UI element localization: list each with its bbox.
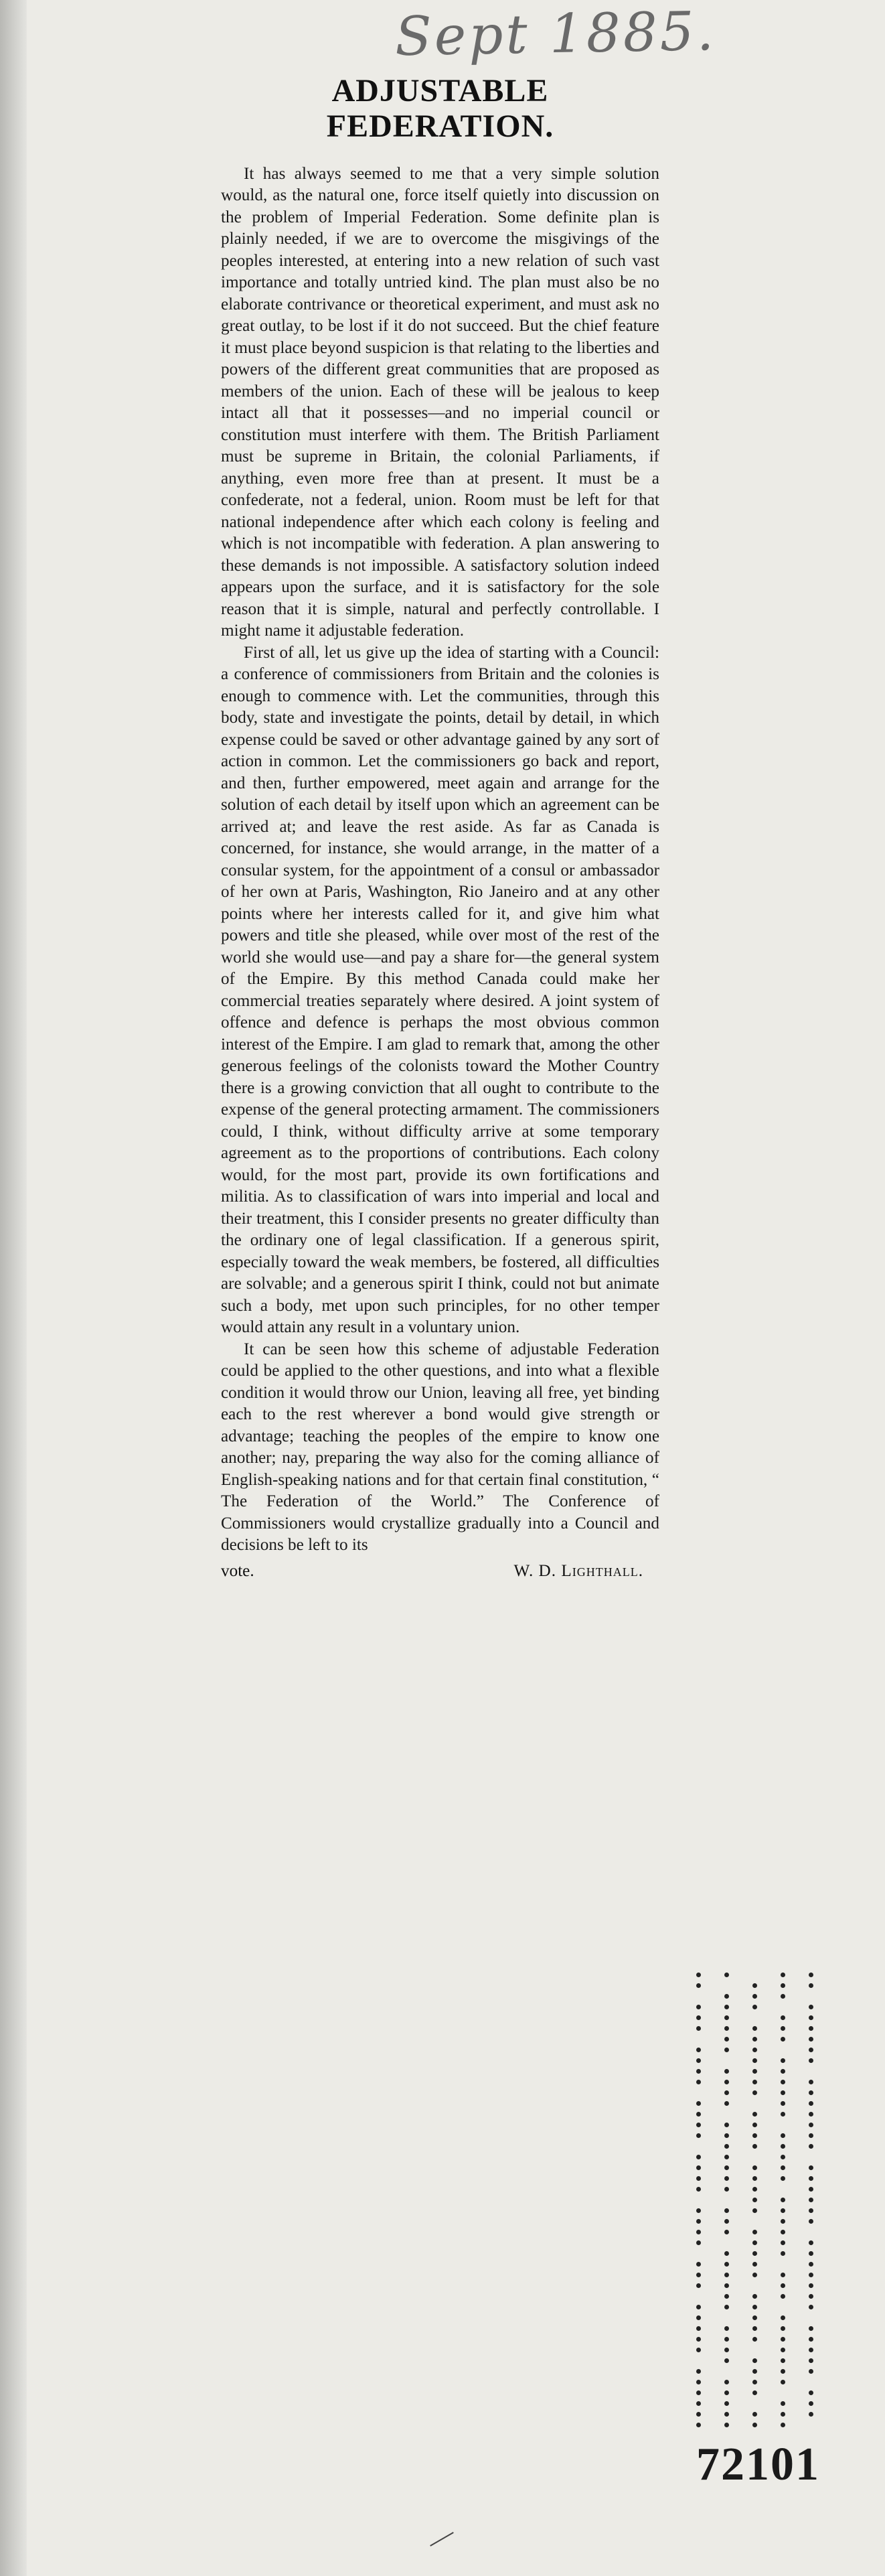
perforation-hole (724, 2165, 729, 2170)
handwritten-date: Sept 1885. (394, 0, 717, 68)
perforation-hole (752, 2048, 757, 2052)
perforation-hole (696, 2048, 701, 2052)
perforation-hole (696, 2133, 701, 2138)
perforation-hole (752, 2058, 757, 2063)
perforation-hole (724, 2283, 729, 2288)
perforation-hole (724, 2133, 729, 2138)
perforation-hole (809, 2187, 813, 2192)
perforation-hole (724, 2090, 729, 2095)
perforation-hole (696, 2187, 701, 2192)
perforation-hole (724, 2015, 729, 2020)
perforation-hole (781, 2058, 785, 2063)
perforation-hole (696, 2069, 701, 2074)
perforation-hole (724, 2380, 729, 2384)
perforation-hole (752, 2187, 757, 2192)
perforation-hole (752, 2358, 757, 2363)
perforation-hole (724, 2305, 729, 2309)
perforation-hole (696, 2412, 701, 2417)
perforation-hole (809, 2401, 813, 2406)
perforation-hole (724, 2026, 729, 2031)
article-title: ADJUSTABLE FEDERATION. (326, 73, 554, 144)
perforation-hole (809, 2005, 813, 2009)
perforation-hole (696, 2026, 701, 2031)
perforation-hole (696, 2230, 701, 2234)
perforation-hole (752, 2262, 757, 2267)
perforation-hole (809, 2208, 813, 2213)
perforation-hole (809, 2165, 813, 2170)
perforation-hole (724, 2187, 729, 2192)
perforation-hole (752, 2337, 757, 2342)
perforation-hole (809, 2198, 813, 2202)
perforation-hole (809, 2369, 813, 2374)
perforation-hole (696, 1983, 701, 1988)
perforation-hole (781, 2144, 785, 2149)
perforation-hole (696, 2283, 701, 2288)
perforation-hole (696, 2155, 701, 2159)
perforation-hole (724, 2412, 729, 2417)
perforation-hole (781, 2155, 785, 2159)
perforation-hole (696, 2219, 701, 2224)
perforation-hole (696, 2337, 701, 2342)
perforation-hole (781, 2315, 785, 2320)
perforation-hole (752, 2273, 757, 2277)
perforation-hole (724, 2337, 729, 2342)
perforation-hole (809, 2294, 813, 2299)
perforation-hole (752, 1983, 757, 1988)
perforation-hole (724, 2080, 729, 2084)
perforation-hole (781, 2080, 785, 2084)
perforation-hole (781, 2337, 785, 2342)
perforation-hole (809, 2048, 813, 2052)
perforation-hole (696, 2015, 701, 2020)
perforation-hole (781, 2069, 785, 2074)
perforation-hole (809, 2015, 813, 2020)
perforation-hole (809, 2101, 813, 2106)
perforation-hole (752, 2005, 757, 2009)
perforation-hole (809, 2219, 813, 2224)
perforation-hole (781, 2326, 785, 2331)
perforation-hole (724, 2144, 729, 2149)
perforation-column (696, 1973, 722, 2433)
perforation-hole (696, 2273, 701, 2277)
perforation-hole (752, 2123, 757, 2127)
closing-word: vote. (221, 1561, 254, 1580)
perforation-hole (781, 1994, 785, 1999)
perforation-hole (752, 2037, 757, 2042)
perforation-hole (781, 2294, 785, 2299)
author-signature: W. D. Lighthall. (513, 1561, 643, 1580)
perforation-hole (724, 2219, 729, 2224)
perforation-hole (781, 2176, 785, 2181)
perforation-hole (724, 2048, 729, 2052)
perforation-hole (696, 2315, 701, 2320)
perforation-hole (809, 2090, 813, 2095)
perforation-hole (752, 2080, 757, 2084)
perforation-hole (696, 2401, 701, 2406)
perforation-hole (781, 1983, 785, 1988)
perforation-hole (809, 1983, 813, 1988)
perforation-hole (696, 2369, 701, 2374)
perforation-hole (781, 2240, 785, 2245)
perforation-hole (809, 2262, 813, 2267)
perforation-hole (809, 2144, 813, 2149)
perforation-hole (781, 2273, 785, 2277)
perforation-hole (781, 2412, 785, 2417)
perforation-hole (781, 2208, 785, 2213)
perforation-hole (752, 2423, 757, 2427)
perforation-hole (781, 2358, 785, 2363)
perforation-hole (809, 2390, 813, 2395)
perforation-hole (809, 2326, 813, 2331)
perforation-hole (752, 2412, 757, 2417)
perforation-hole (781, 2348, 785, 2352)
perforation-hole (724, 2294, 729, 2299)
perforation-hole (752, 2133, 757, 2138)
perforation-hole (696, 2123, 701, 2127)
perforation-hole (781, 2101, 785, 2106)
perforation-hole (809, 2337, 813, 2342)
perforation-hole (724, 2390, 729, 2395)
newspaper-clipping (221, 74, 659, 1582)
perforation-hole (809, 2080, 813, 2084)
perforation-column (752, 1973, 778, 2433)
article-paragraph-3: It can be seen how this scheme of adjustable Federation could be applied to the other questions, and into what a flexible condition it would throw our Union, leaving all free, yet binding each to the rest wherever a bond would give strength or advantage; teaching the peoples of the empire to know one another; nay, preparing the way also for the coming alliance of English-speaking nations and for that certain final constitution, “ The Federation of the World.” The Conference of Commissioners would crystallize gradually into a Council and decisions be left to its (221, 1340, 659, 1555)
call-number: 72101 (696, 2439, 820, 2490)
perforation-hole (696, 2423, 701, 2427)
perforation-hole (809, 2412, 813, 2417)
perforation-hole (696, 2176, 701, 2181)
perforation-hole (724, 2358, 729, 2363)
perforation-hole (752, 2165, 757, 2170)
perforation-hole (696, 2080, 701, 2084)
perforation-hole (781, 2230, 785, 2234)
perforation-hole (696, 2240, 701, 2245)
perforation-hole (696, 2058, 701, 2063)
perforation-hole (781, 2015, 785, 2020)
perforation-hole (696, 2390, 701, 2395)
perforation-hole (809, 2358, 813, 2363)
perforation-hole (724, 2176, 729, 2181)
perforation-hole (696, 2326, 701, 2331)
perforation-hole (752, 2369, 757, 2374)
perforation-hole (781, 2198, 785, 2202)
perforation-hole (752, 2144, 757, 2149)
perforation-hole (809, 2037, 813, 2042)
perforation-hole (809, 2112, 813, 2117)
perforation-hole (809, 2058, 813, 2063)
perforation-hole (809, 2348, 813, 2352)
perforation-hole (724, 2348, 729, 2352)
perforation-hole (781, 2380, 785, 2384)
perforation-hole (724, 2423, 729, 2427)
perforation-hole (724, 1973, 729, 1977)
perforation-hole (752, 2112, 757, 2117)
perforation-hole (809, 2133, 813, 2138)
perforation-hole (724, 2069, 729, 2074)
perforation-hole (752, 2240, 757, 2245)
perforation-hole (752, 2251, 757, 2256)
perforation-hole (696, 2165, 701, 2170)
perforation-hole (724, 1994, 729, 1999)
perforation-hole (696, 1973, 701, 1977)
perforation-hole (752, 2069, 757, 2074)
perforation-hole (752, 2294, 757, 2299)
perforation-hole (724, 2401, 729, 2406)
perforation-hole (809, 2251, 813, 2256)
perforation-hole (724, 2273, 729, 2277)
perforation-hole (752, 2026, 757, 2031)
perforation-hole (809, 2123, 813, 2127)
perforation-hole (809, 2273, 813, 2277)
perforation-hole (724, 2123, 729, 2127)
article-paragraph-1: It has always seemed to me that a very simple solution would, as the natural one, force itself quietly into discussion on the problem of Imperial Federation. Some definite plan is plainly needed, if we are to overcome the misgivings of the peoples interested, at entering into a new relation of such vast importance and totally untried kind. The plan must also be no elaborate contrivance or theoretical experiment, and must ask no great outlay, to be lost if it do not succeed. But the chief feature it must place beyond suspicion is that relating to the liberties and powers of the different great communities that are proposed as members of the union. Each of these will be jealous to keep intact all that it possesses—and no imperial council or constitution must interfere with them. The British Parliament must be supreme in Britain, the colonial Parliaments, if anything, even more free than at present. It must be a confederate, not a federal, union. Room must be left for that national independence after which each colony is feeling and which is not incompatible with federation. A plan answering to these demands is not impossible. A satisfactory solution indeed appears upon the surface, and it is satisfactory for the sole reason that it is simple, natural and perfectly controllable. I might name it adjustable federation. (221, 164, 659, 640)
perforation-hole (781, 2165, 785, 2170)
perforation-hole (696, 2262, 701, 2267)
perforation-hole (781, 2401, 785, 2406)
perforation-hole (781, 2026, 785, 2031)
perforation-hole (752, 2176, 757, 2181)
article-paragraph-2: First of all, let us give up the idea of starting with a Council: a conference of commissioners from Britain and the colonies is enough to commence with. Let the communities, through this body, state and investigate the points, detail by detail, in which expense could be saved or other advantage gained by any sort of action in common. Let the commissioners go back and report, and then, further empowered, meet again and arrange for the solution of each detail by itself upon which an agreement can be arrived at; and leave the rest aside. As far as Canada is concerned, for instance, she would arrange, in the matter of a consular system, for the appointment of a consul or ambassador of her own at Paris, Washington, Rio Janeiro and at any other points where her interests called for it, and give him what powers and title she pleased, while over most of the rest of the world she would use—and pay a share for—the general system of the Empire. By this method Canada could make her commercial treaties separately where desired. A joint system of offence and defence is perhaps the most obvious common interest of the Empire. I am glad to remark that, among the other generous feelings of the colonists toward the Mother Country there is a growing conviction that all ought to contribute to the expense of the general protecting armament. The commissioners could, I think, without difficulty arrive at some temporary agreement as to the proportions of contributions. Each colony would, for the most part, provide its own fortifications and militia. As to classification of wars into imperial and local and their treatment, this I consider presents no greater difficulty than the ordinary one of legal classification. If a generous spirit, especially toward the weak members, be fostered, all difficulties are solvable; and a generous spirit I think, could not but animate such a body, met upon such principles, for no other temper would attain any result in a voluntary union. (221, 643, 659, 1337)
perforation-hole (696, 2380, 701, 2384)
perforation-hole (696, 2005, 701, 2009)
perforation-hole (724, 2262, 729, 2267)
perforation-hole (809, 2176, 813, 2181)
perforation-hole (752, 2326, 757, 2331)
perforation-hole (724, 2208, 729, 2213)
perforation-hole (781, 2219, 785, 2224)
perforation-hole (781, 2283, 785, 2288)
perforation-hole (696, 2101, 701, 2106)
perforation-hole (781, 2423, 785, 2427)
page-edge-shadow (0, 0, 27, 2576)
perforation-hole (752, 2380, 757, 2384)
perforation-hole (724, 2230, 729, 2234)
perforation-hole (809, 1973, 813, 1977)
perforation-column (724, 1973, 750, 2433)
perforation-hole (752, 1994, 757, 1999)
perforation-hole (752, 2305, 757, 2309)
perforation-hole (752, 2390, 757, 2395)
perforation-column (809, 1973, 834, 2433)
perforation-hole (781, 2251, 785, 2256)
perforation-hole (809, 2240, 813, 2245)
perforation-hole (696, 2348, 701, 2352)
perforation-hole (809, 2283, 813, 2288)
perforation-hole (809, 2026, 813, 2031)
signature-line (221, 1561, 659, 1583)
pencil-mark (430, 2532, 454, 2547)
perforation-hole (781, 2369, 785, 2374)
perforation-hole (781, 2112, 785, 2117)
perforation-hole (781, 1973, 785, 1977)
perforation-column (781, 1973, 806, 2433)
perforation-hole (696, 2112, 701, 2117)
perforation-hole (752, 2208, 757, 2213)
perforation-hole (752, 2090, 757, 2095)
perforation-hole (781, 2037, 785, 2042)
perforation-hole (752, 2230, 757, 2234)
perforation-hole (724, 2326, 729, 2331)
perforation-hole (724, 2037, 729, 2042)
perforation-hole (752, 2315, 757, 2320)
perforation-hole (752, 2198, 757, 2202)
perforation-hole (724, 2155, 729, 2159)
perforation-hole (724, 2251, 729, 2256)
perforation-hole (809, 2305, 813, 2309)
perforation-hole (781, 2090, 785, 2095)
perforation-hole (696, 2305, 701, 2309)
perforated-stamp (696, 1973, 837, 2441)
perforation-hole (724, 2005, 729, 2009)
perforation-hole (724, 2101, 729, 2106)
perforation-hole (696, 2208, 701, 2213)
perforation-hole (781, 2133, 785, 2138)
